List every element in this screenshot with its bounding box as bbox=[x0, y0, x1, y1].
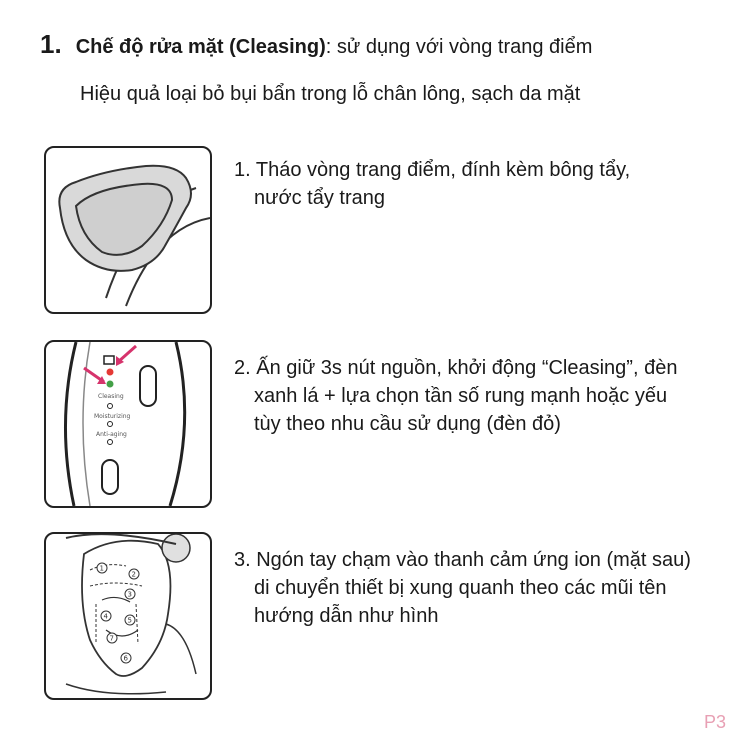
page-number: P3 bbox=[703, 712, 726, 732]
step-1-text: 1. Tháo vòng trang điểm, đính kèm bông tẩy, nước tẩy trang bbox=[234, 159, 631, 209]
svg-text:5: 5 bbox=[127, 616, 132, 625]
power-button-icon bbox=[140, 366, 156, 406]
step-2-illustration bbox=[44, 340, 212, 508]
step-2-text: 2. Ấn giữ 3s nút nguồn, khởi động “Cleasing”, đèn xanh lá + lựa chọn tần số rung mạnh hoặc yếu tùy theo nhu cầu sử dụng (đèn đỏ) bbox=[234, 357, 678, 435]
step-3-text: 3. Ngón tay chạm vào thanh cảm ứng ion (mặt sau) di chuyển thiết bị xung quanh theo các mũi tên hướng dẫn như hình bbox=[234, 549, 691, 627]
section-number: 1. bbox=[40, 29, 62, 59]
svg-text:Cleasing: Cleasing bbox=[98, 393, 124, 400]
section-title: Chế độ rửa mặt (Cleasing) bbox=[75, 36, 326, 58]
svg-text:4: 4 bbox=[103, 612, 108, 621]
svg-text:Moisturizing: Moisturizing bbox=[94, 413, 131, 420]
red-led-icon bbox=[107, 369, 114, 376]
svg-text:3: 3 bbox=[127, 590, 132, 599]
svg-text:1: 1 bbox=[99, 564, 104, 573]
step-3-illustration bbox=[44, 532, 212, 700]
step-1-illustration bbox=[44, 146, 212, 314]
svg-text:6: 6 bbox=[123, 654, 128, 663]
section-title-rest: : sử dụng với vòng trang điểm bbox=[325, 36, 593, 58]
section-heading bbox=[40, 30, 592, 61]
green-led-icon bbox=[107, 381, 114, 388]
svg-text:Anti-aging: Anti-aging bbox=[96, 431, 127, 438]
section-subtitle: Hiệu quả loại bỏ bụi bẩn trong lỗ chân lông, sạch da mặt bbox=[80, 83, 581, 105]
svg-text:7: 7 bbox=[109, 634, 114, 643]
svg-text:2: 2 bbox=[131, 570, 136, 579]
